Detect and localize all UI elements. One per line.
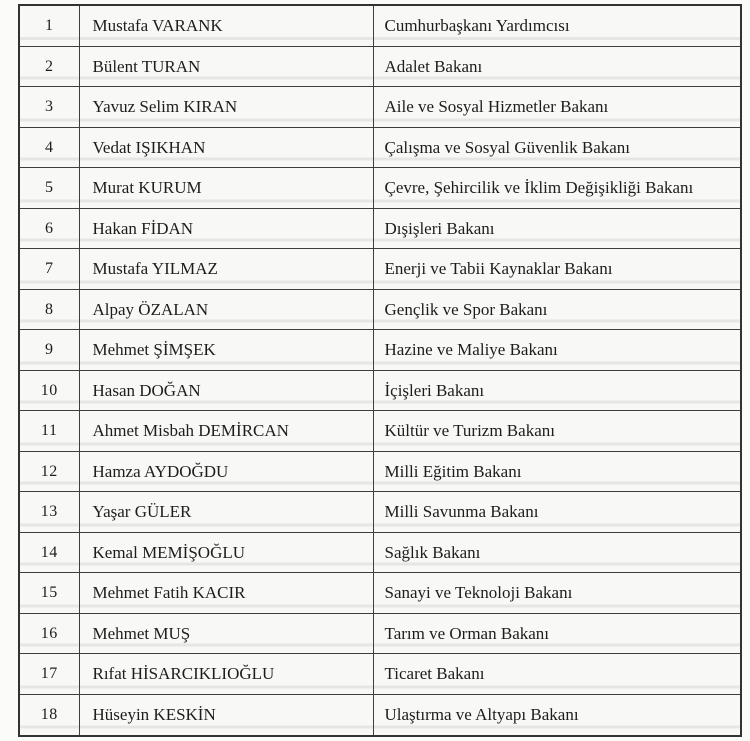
table-row	[19, 5, 741, 46]
table-row	[19, 492, 741, 533]
table-row	[19, 46, 741, 87]
minister-name-cell: Ahmet Misbah DEMİRCAN	[79, 411, 373, 452]
ministry-title-cell: Tarım ve Orman Bakanı	[373, 613, 741, 654]
table-row	[19, 451, 741, 492]
ministry-title-cell: Çalışma ve Sosyal Güvenlik Bakanı	[373, 127, 741, 168]
ministry-title-cell: Aile ve Sosyal Hizmetler Bakanı	[373, 87, 741, 128]
row-number-cell: 9	[19, 330, 79, 371]
minister-name-cell: Yaşar GÜLER	[79, 492, 373, 533]
table-row	[19, 208, 741, 249]
row-number-cell: 18	[19, 694, 79, 736]
row-number-cell: 6	[19, 208, 79, 249]
ministry-title-cell: Dışişleri Bakanı	[373, 208, 741, 249]
table-row	[19, 573, 741, 614]
row-number-cell: 17	[19, 654, 79, 695]
minister-name-cell: Vedat IŞIKHAN	[79, 127, 373, 168]
table-row	[19, 87, 741, 128]
minister-name-cell: Mustafa YILMAZ	[79, 249, 373, 290]
ministry-title-cell: Sağlık Bakanı	[373, 532, 741, 573]
table-row	[19, 654, 741, 695]
minister-name-cell: Mehmet MUŞ	[79, 613, 373, 654]
row-number-cell: 11	[19, 411, 79, 452]
minister-name-cell: Rıfat HİSARCIKLIOĞLU	[79, 654, 373, 695]
table-row	[19, 613, 741, 654]
minister-name-cell: Alpay ÖZALAN	[79, 289, 373, 330]
ministry-title-cell: Ulaştırma ve Altyapı Bakanı	[373, 694, 741, 736]
table-row	[19, 532, 741, 573]
ministers-table-body	[19, 5, 741, 736]
row-number-cell: 5	[19, 168, 79, 209]
ministry-title-cell: Milli Eğitim Bakanı	[373, 451, 741, 492]
minister-name-cell: Hakan FİDAN	[79, 208, 373, 249]
row-number-cell: 7	[19, 249, 79, 290]
minister-name-cell: Yavuz Selim KIRAN	[79, 87, 373, 128]
ministry-title-cell: İçişleri Bakanı	[373, 370, 741, 411]
minister-name-cell: Hüseyin KESKİN	[79, 694, 373, 736]
minister-name-cell: Hasan DOĞAN	[79, 370, 373, 411]
ministry-title-cell: Kültür ve Turizm Bakanı	[373, 411, 741, 452]
ministry-title-cell: Gençlik ve Spor Bakanı	[373, 289, 741, 330]
table-row	[19, 249, 741, 290]
row-number-cell: 1	[19, 5, 79, 46]
row-number-cell: 13	[19, 492, 79, 533]
ministry-title-cell: Enerji ve Tabii Kaynaklar Bakanı	[373, 249, 741, 290]
row-number-cell: 2	[19, 46, 79, 87]
ministers-table	[18, 4, 742, 737]
row-number-cell: 8	[19, 289, 79, 330]
table-row	[19, 289, 741, 330]
minister-name-cell: Murat KURUM	[79, 168, 373, 209]
table-row	[19, 330, 741, 371]
row-number-cell: 10	[19, 370, 79, 411]
ministry-title-cell: Cumhurbaşkanı Yardımcısı	[373, 5, 741, 46]
table-row	[19, 370, 741, 411]
table-row	[19, 694, 741, 736]
minister-name-cell: Mehmet Fatih KACIR	[79, 573, 373, 614]
row-number-cell: 15	[19, 573, 79, 614]
minister-name-cell: Kemal MEMİŞOĞLU	[79, 532, 373, 573]
minister-name-cell: Mustafa VARANK	[79, 5, 373, 46]
minister-name-cell: Bülent TURAN	[79, 46, 373, 87]
row-number-cell: 3	[19, 87, 79, 128]
ministry-title-cell: Ticaret Bakanı	[373, 654, 741, 695]
ministry-title-cell: Adalet Bakanı	[373, 46, 741, 87]
ministry-title-cell: Çevre, Şehircilik ve İklim Değişikliği Bakanı	[373, 168, 741, 209]
table-row	[19, 411, 741, 452]
ministry-title-cell: Hazine ve Maliye Bakanı	[373, 330, 741, 371]
row-number-cell: 16	[19, 613, 79, 654]
row-number-cell: 12	[19, 451, 79, 492]
table-row	[19, 168, 741, 209]
ministry-title-cell: Sanayi ve Teknoloji Bakanı	[373, 573, 741, 614]
table-row	[19, 127, 741, 168]
ministry-title-cell: Milli Savunma Bakanı	[373, 492, 741, 533]
minister-name-cell: Hamza AYDOĞDU	[79, 451, 373, 492]
minister-name-cell: Mehmet ŞİMŞEK	[79, 330, 373, 371]
row-number-cell: 4	[19, 127, 79, 168]
row-number-cell: 14	[19, 532, 79, 573]
